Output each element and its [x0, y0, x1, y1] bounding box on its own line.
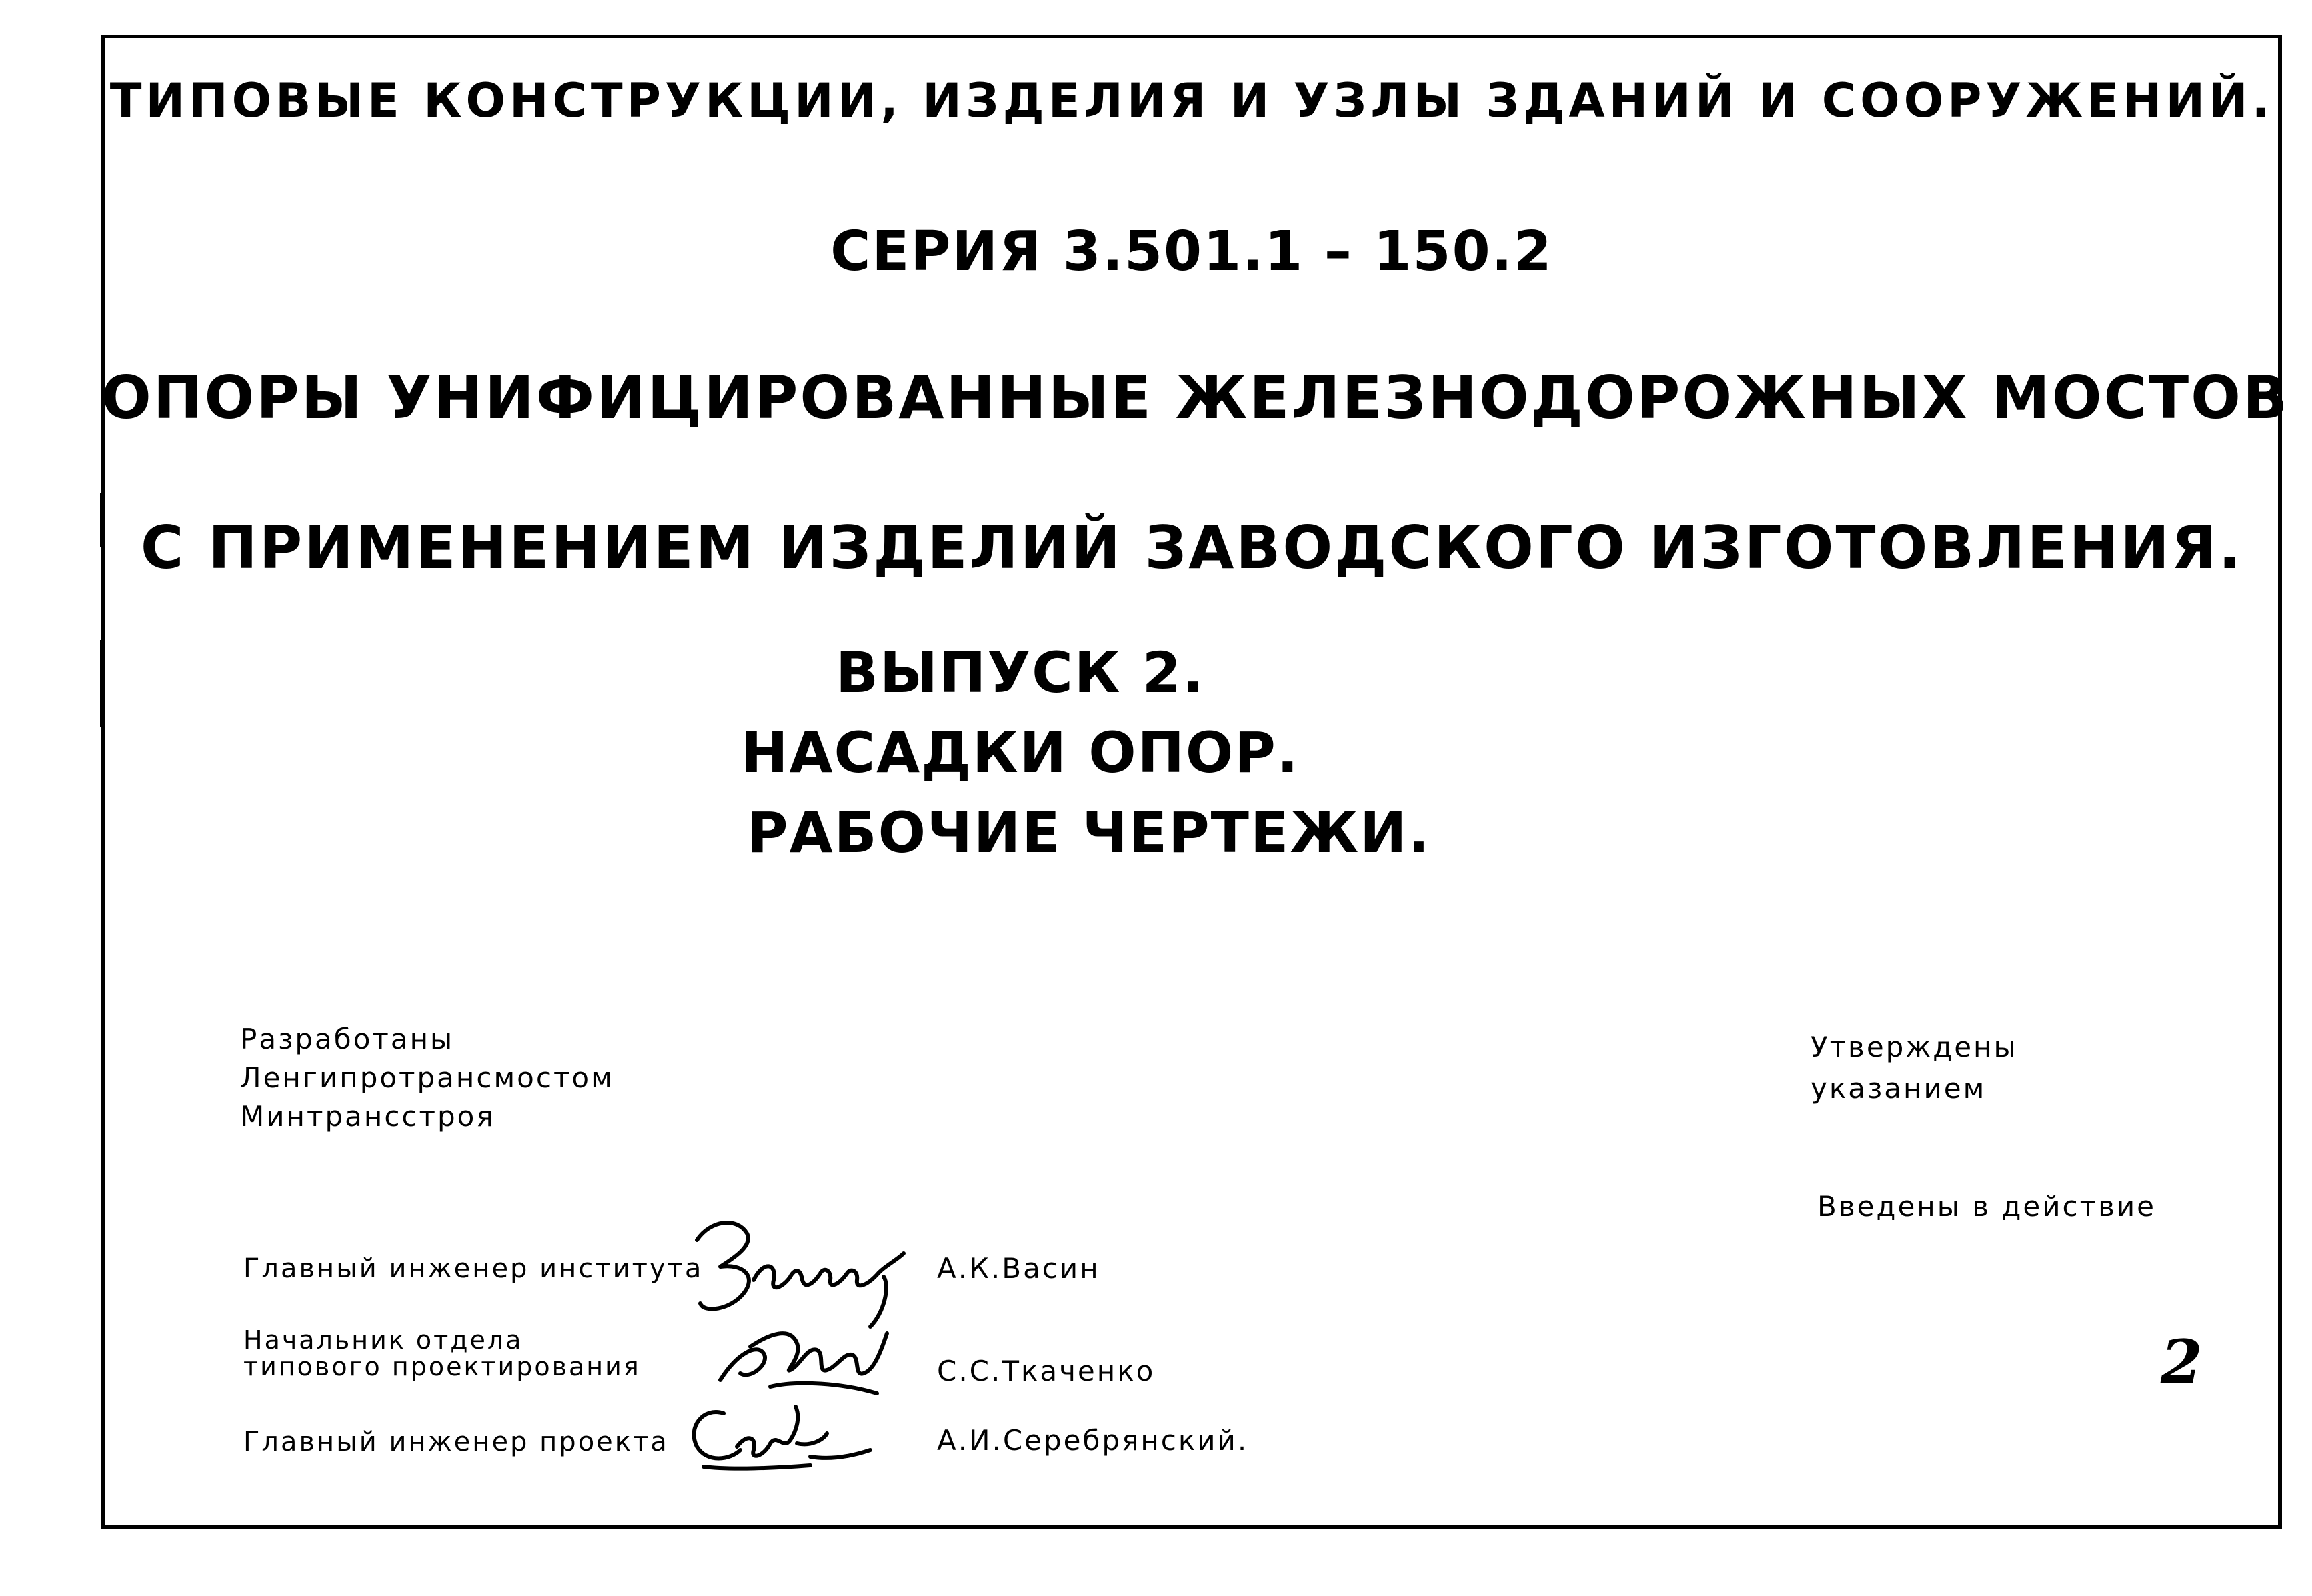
developer-organization: Ленгипротрансмостом — [240, 1061, 614, 1094]
issue-number: ВЫПУСК 2. — [835, 640, 1206, 705]
document-title-line-2: С ПРИМЕНЕНИЕМ ИЗДЕЛИЙ ЗАВОДСКОГО ИЗГОТОВЛЕНИЯ. — [140, 513, 2243, 582]
developer-block — [240, 1020, 614, 1136]
approval-block — [1811, 1027, 2018, 1109]
approved-by-label: указанием — [1811, 1072, 1987, 1105]
page-number: 2 — [2161, 1327, 2203, 1397]
signatory-role — [243, 1327, 641, 1380]
developed-label: Разработаны — [240, 1023, 455, 1055]
signatory-name: С.С.Ткаченко — [937, 1355, 1156, 1387]
signature-serebryansky — [677, 1393, 877, 1480]
drawings-subtitle: РАБОЧИЕ ЧЕРТЕЖИ. — [747, 800, 1431, 865]
signatory-role-line-1: Начальник отдела — [243, 1325, 523, 1355]
introduced-label: Введены в действие — [1817, 1190, 2156, 1223]
approved-label: Утверждены — [1811, 1031, 2018, 1063]
signatory-role-line-2: типового проектирования — [243, 1352, 641, 1381]
signatory-role: Главный инженер института — [243, 1253, 704, 1284]
edge-mark — [100, 640, 102, 727]
developer-ministry: Минтрансстроя — [240, 1100, 495, 1133]
document-title-line-1: ОПОРЫ УНИФИЦИРОВАННЫЕ ЖЕЛЕЗНОДОРОЖНЫХ МОСТОВ — [101, 363, 2290, 432]
document-collection-title: ТИПОВЫЕ КОНСТРУКЦИИ, ИЗДЕЛИЯ И УЗЛЫ ЗДАНИЙ И СООРУЖЕНИЙ. — [109, 73, 2274, 128]
part-title: НАСАДКИ ОПОР. — [741, 720, 1300, 785]
signatory-name: А.К.Васин — [937, 1252, 1100, 1285]
signatory-name: А.И.Серебрянский. — [937, 1424, 1249, 1457]
signatory-role: Главный инженер проекта — [243, 1427, 669, 1457]
signature-tkachenko — [710, 1307, 897, 1407]
series-number: СЕРИЯ 3.501.1 – 150.2 — [830, 220, 1553, 283]
